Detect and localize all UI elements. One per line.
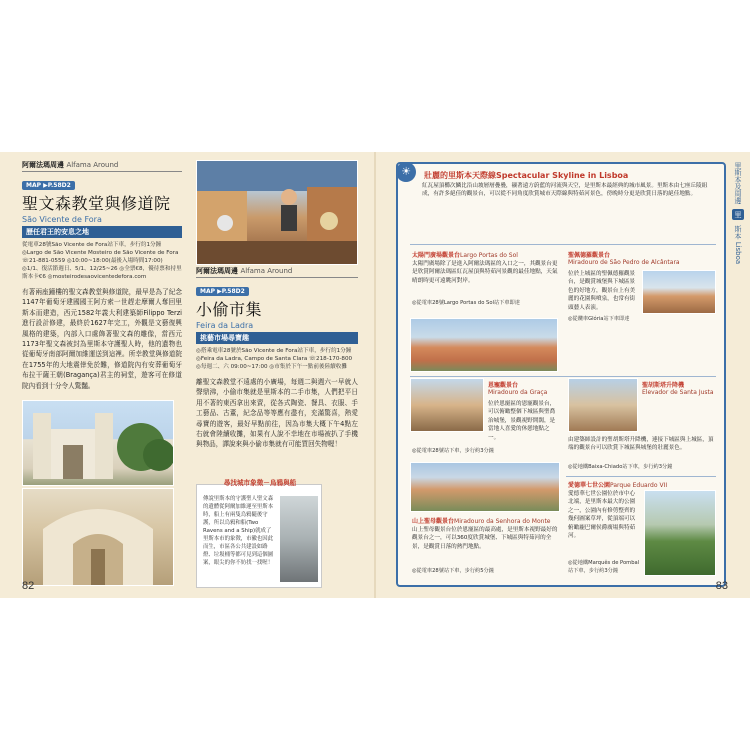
section-text-eduardo: 愛德華七世公園位於市中心北端，是里斯本最大的公園之一，公園內有修剪整齊的幾何圖案草坪，從頂端可以俯瞰龐巴爾侯爵廣場與特茹河。 [568, 491, 636, 540]
alcantara-photo [642, 270, 716, 314]
page-number-right: 83 [715, 580, 728, 592]
sun-icon: ☀ [396, 162, 416, 182]
church-exterior-photo [22, 400, 174, 486]
church-interior-photo [22, 488, 174, 586]
eduardo-park-photo [644, 490, 716, 576]
section-link-eduardo: ◎從地鐵Marquês de Pombal站下車，步行約3分鐘 [568, 560, 640, 574]
section-title-eduardo: 愛德華七世公園Parque Eduardo VII [568, 482, 668, 489]
map-ref-2: MAP ▶P.58D2 [196, 287, 249, 296]
book-spread [0, 152, 750, 598]
article-body-2: 離聖文森教堂不遠處的小廣場，每週二與週六一早就人聲鼎沸，小偷市集就是里斯本的二手市集，人們把平日用不著的東西拿出來賣，從各式陶瓷、餐具、衣服、手工藝品、古董，紀念品等等應有盡有，充滿驚喜，熱愛尋寶的遊客，最好早點前往，因為市集大概下午4點左右就會陸續收攤，如果有人說不幸地在市場被扒了手機與物品，譯說來與小偷市集就有可能買回失物喔！ [196, 378, 358, 449]
section-link-monte: ◎從電車28號站下車，步行約5分鐘 [412, 568, 494, 574]
section-title-monte: 山上聖母觀景台Miradouro da Senhora do Monte [412, 518, 551, 525]
article-title-pt: São Vicente de Fora [22, 215, 102, 224]
article-title-pt-2: Feira da Ladra [196, 321, 254, 330]
senhora-do-monte-photo [410, 462, 560, 512]
graca-photo [410, 378, 484, 432]
portas-do-sol-photo [410, 318, 558, 372]
section-link-alcantara: ◎從纜車Glória站下車即達 [568, 316, 630, 322]
gutter [374, 152, 376, 598]
chapter-badge: 里 [734, 211, 742, 219]
page-number-left: 82 [22, 580, 35, 592]
section-title-alcantara: 聖佩德羅觀景台 Miradouro de São Pedro de Alcântara [568, 252, 680, 266]
area-header: 阿爾法瑪周邊 Alfama Around [22, 160, 182, 172]
divider [410, 376, 716, 377]
raven-ship-photo [279, 495, 319, 583]
divider [566, 476, 716, 477]
feature-intro: 紅瓦屋頂櫛次鱗比沿山坡層層疊疊，襯著遠方蔚藍的河流與天空，是里斯本最經典的城市風景。里斯本由七座丘陵組成，有許多絕佳的觀景台，可以從不同角度欣賞城市天際線與特茹河景色，傍晚時分更是欣賞日落的絕佳地點。 [422, 183, 708, 198]
section-link-portas: ◎從電車28號Largo Portas do Sol站下車即達 [412, 300, 520, 306]
article-subtitle: 歷任君王的安息之地 [22, 226, 182, 238]
article-subtitle-2: 挑藝市場尋寶趣 [196, 332, 358, 344]
section-title-baixa: 聖胡斯塔升降機 Elevador de Santa Justa [642, 382, 714, 396]
area-header-2: 阿爾法瑪周邊 Alfama Around [196, 266, 358, 278]
sao-vicente-article [22, 160, 182, 391]
santa-justa-photo [568, 378, 638, 432]
note-title: 尋找城市象徵－烏鴉與船 [223, 479, 297, 487]
article-title: 聖文森教堂與修道院 [22, 194, 171, 213]
practical-info: 從電車28號São Vicente de Fora站下車，步行約1分鐘 ◎Largo de São Vicente Mosteiro de São Vicente de Fora ☏21-881-0559 ◎10:00~18:00(最後入場時間17:00) ◎1/1、復活節週日、5/1、12/25~26 ◎全票€8，優待票和持里斯本卡€6 ◎mosteirodesaovicentedefora.com [22, 242, 182, 280]
feira-da-ladra-article [196, 266, 358, 450]
section-text-alcantara: 位於上城區的聖佩德羅觀景台，是觀賞城堡與下城區景色的好地方，觀景台上有美麗的花園與噴泉，也常有街頭藝人表演。 [568, 271, 636, 311]
section-text-baixa: 由建築師設計的聖胡斯塔升降機，連接下城區與上城區，頂端的觀景台可以欣賞下城區與城堡的壯麗景色。 [568, 437, 714, 452]
raven-ship-note [196, 479, 322, 588]
flea-market-photo [196, 160, 358, 265]
section-text-portas: 太陽門廣場除了是進入阿爾法瑪區的入口之一，其觀景台更是欣賞阿爾法瑪區紅瓦屋頂與特茹河景觀的最佳地點，天氣晴朗時更可遠眺河對岸。 [412, 261, 558, 284]
skyline-feature [396, 162, 726, 587]
article-title-2: 小偷市集 [196, 300, 263, 319]
divider [410, 244, 716, 245]
chapter-tab: 里斯本及周邊 里 斯本 Lisboa [734, 162, 742, 265]
section-title-graca: 恩寵觀景台 Miradouro da Graça [488, 382, 548, 396]
map-ref: MAP ▶P.58D2 [22, 181, 75, 190]
section-link-graca: ◎從電車28號站下車，步行約3分鐘 [412, 448, 494, 454]
article-body: 有著兩座鐘樓的聖文森教堂與修道院，最早是為了紀念1147年葡萄牙建國國王阿方索一世趕走摩爾人奪回里斯本而建造，西元1582年義大利建築師Filippo Terzi進行設計修建，最終於1627年完工，外觀是文藝復興風格的建築，內部入口處飾著聖文森的雕像，當西元1173年聖文森被封為里斯本守護聖人時，他的遺物也從葡萄牙南部阿爾加維運送到這裡。所幸教堂與修道院在1755年的大地震倖免於難，修道院內有安葬葡萄牙布拉干薩王朝(Bragança)君主的祠堂，遊客可在修道院內看到十分令人驚豔。 [22, 288, 182, 390]
feature-title: 壯麗的里斯本天際線Spectacular Skyline in Lisboa [424, 171, 629, 180]
section-text-graca: 位於恩寵區的恩寵觀景台，可以俯瞰整個下城區與聖喬治城堡，景觀視野開闊，是當地人喜愛的休憩地點之一。 [488, 401, 556, 441]
note-text: 傳說里斯本的守護聖人聖文森的遺體從阿爾加維運至里斯本時，船上有兩隻烏鴉隨後守護，所以烏鴉和船(Two Ravens and a Ship)就成了里斯本市的象徵，市徽也因此而生，市區各公共建設如路燈、垃圾桶等都可見到這個圖案，眼尖的你不妨找一找喔！ [203, 496, 274, 566]
practical-info-2: ◎搭乘電車28號於São Vicente de Fora站下車，步行約1分鐘 ◎Feira da Ladra, Campo de Santa Clara ☏218-170-800 ◎每週二、六 09:00~17:00 ◎市集於下午一點前後陸續收攤 [196, 348, 353, 370]
section-link-baixa: ◎從地鐵Baixa-Chiado站下車，步行約3分鐘 [568, 464, 673, 470]
section-text-monte: 山上聖母觀景台位於恩寵區的最高處，是里斯本視野最好的觀景台之一，可以360度欣賞城堡、下城區與特茹河的全景，是觀賞日落的熱門地點。 [412, 527, 558, 550]
section-title-portas: 太陽門廣場觀景台Largo Portas do Sol [412, 252, 518, 259]
